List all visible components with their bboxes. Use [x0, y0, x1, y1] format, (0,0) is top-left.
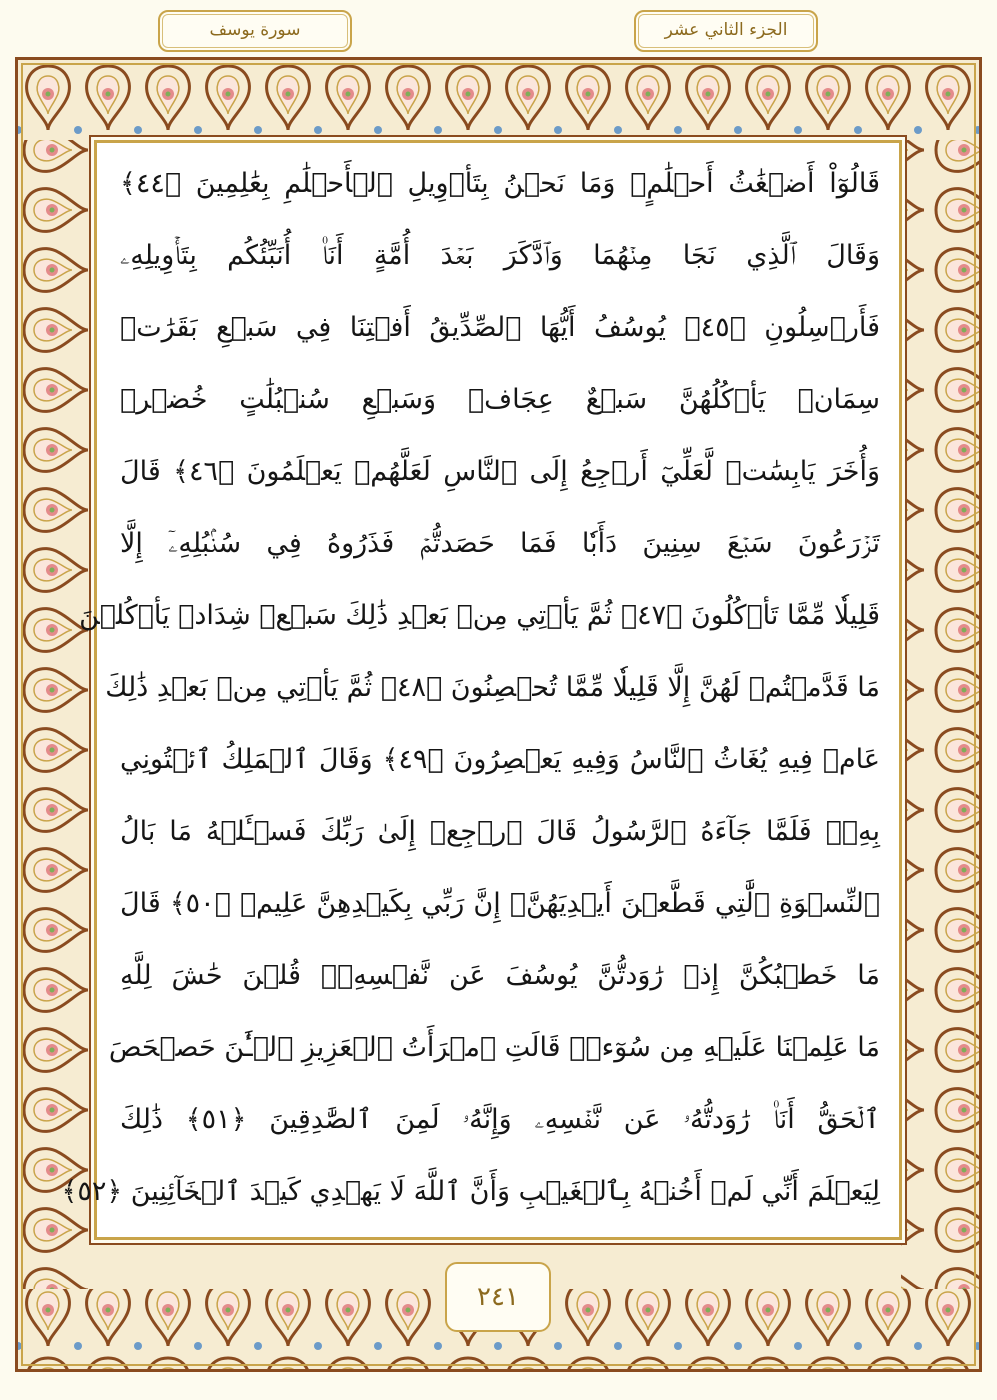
verse-line-7: قَلِيلٗا مِّمَّا تَأۡكُلُونَ ﴿٤٧﴾ ثُمَّ يَأۡتِي مِنۢ بَعۡدِ ذَٰلِكَ سَبۡعٞ شِدَادٞ يَأۡكُلۡنَ — [79, 600, 880, 631]
page-number — [445, 1262, 551, 1332]
verse-line-14: ٱلۡحَقُّ أَنَا۠ رَٰوَدتُّهُۥ عَن نَّفۡسِهِۦ وَإِنَّهُۥ لَمِنَ ٱلصَّٰدِقِينَ ﴿٥١﴾ ذَٰلِكَ — [120, 1104, 880, 1135]
verse-line-11: ٱلنِّسۡوَةِ ٱلَّٰتِي قَطَّعۡنَ أَيۡدِيَهُنَّۚ إِنَّ رَبِّي بِكَيۡدِهِنَّ عَلِيمٞ ﴿٥٠﴾ قَالَ — [120, 888, 880, 919]
verse-line-10: بِهِۦۖ فَلَمَّا جَآءَهُ ٱلرَّسُولُ قَالَ ٱرۡجِعۡ إِلَىٰ رَبِّكَ فَسۡـَٔلۡهُ مَا بَالُ — [120, 816, 880, 847]
verse-line-12: مَا خَطۡبُكُنَّ إِذۡ رَٰوَدتُّنَّ يُوسُفَ عَن نَّفۡسِهِۦۚ قُلۡنَ حَٰشَ لِلَّهِ — [120, 960, 880, 991]
verse-line-5: وَأُخَرَ يَابِسَٰتٖ لَّعَلِّيٓ أَرۡجِعُ إِلَى ٱلنَّاسِ لَعَلَّهُمۡ يَعۡلَمُونَ ﴿٤٦﴾ قَالَ — [120, 456, 880, 487]
verse-line-15: لِيَعۡلَمَ أَنِّي لَمۡ أَخُنۡهُ بِٱلۡغَيۡبِ وَأَنَّ ٱللَّهَ لَا يَهۡدِي كَيۡدَ ٱلۡخَآئِنِينَ ﴿٥٢﴾ — [61, 1176, 880, 1207]
surah-name-text: سورة يوسف — [209, 20, 301, 40]
verse-line-4: سِمَانٖ يَأۡكُلُهُنَّ سَبۡعٌ عِجَافٞ وَسَبۡعِ سُنۢبُلَٰتٍ خُضۡرٖ — [120, 384, 880, 415]
verse-line-8: مَا قَدَّمۡتُمۡ لَهُنَّ إِلَّا قَلِيلٗا مِّمَّا تُحۡصِنُونَ ﴿٤٨﴾ ثُمَّ يَأۡتِي مِنۢ بَعۡدِ ذَٰلِكَ — [105, 672, 880, 703]
verse-line-3: فَأَرۡسِلُونِ ﴿٤٥﴾ يُوسُفُ أَيُّهَا ٱلصِّدِّيقُ أَفۡتِنَا فِي سَبۡعِ بَقَرَٰتٖ — [120, 312, 880, 343]
page-number-text: ٢٤١ — [477, 1282, 519, 1312]
verse-line-6: تَزۡرَعُونَ سَبۡعَ سِنِينَ دَأَبٗا فَمَا حَصَدتُّمۡ فَذَرُوهُ فِي سُنۢبُلِهِۦٓ إِلَّا — [120, 528, 880, 559]
juz-name-label — [634, 10, 818, 52]
verse-line-9: عَامٞ فِيهِ يُغَاثُ ٱلنَّاسُ وَفِيهِ يَعۡصِرُونَ ﴿٤٩﴾ وَقَالَ ٱلۡمَلِكُ ٱئۡتُونِي — [120, 744, 881, 775]
juz-name-text: الجزء الثاني عشر — [664, 20, 788, 40]
verse-line-2: وَقَالَ ٱلَّذِي نَجَا مِنۡهُمَا وَٱدَّكَرَ بَعۡدَ أُمَّةٍ أَنَا۠ أُنَبِّئُكُم بِتَأۡوِيلِهِۦ — [120, 240, 880, 271]
verse-line-1: قَالُوٓاْ أَضۡغَٰثُ أَحۡلَٰمٍۖ وَمَا نَحۡنُ بِتَأۡوِيلِ ٱلۡأَحۡلَٰمِ بِعَٰلِمِينَ ﴿٤٤﴾ — [120, 168, 880, 199]
surah-name-label — [158, 10, 352, 52]
verse-line-13: مَا عَلِمۡنَا عَلَيۡهِ مِن سُوٓءٖۚ قَالَتِ ٱمۡرَأَتُ ٱلۡعَزِيزِ ٱلۡـَٰٔنَ حَصۡحَصَ — [108, 1032, 880, 1063]
